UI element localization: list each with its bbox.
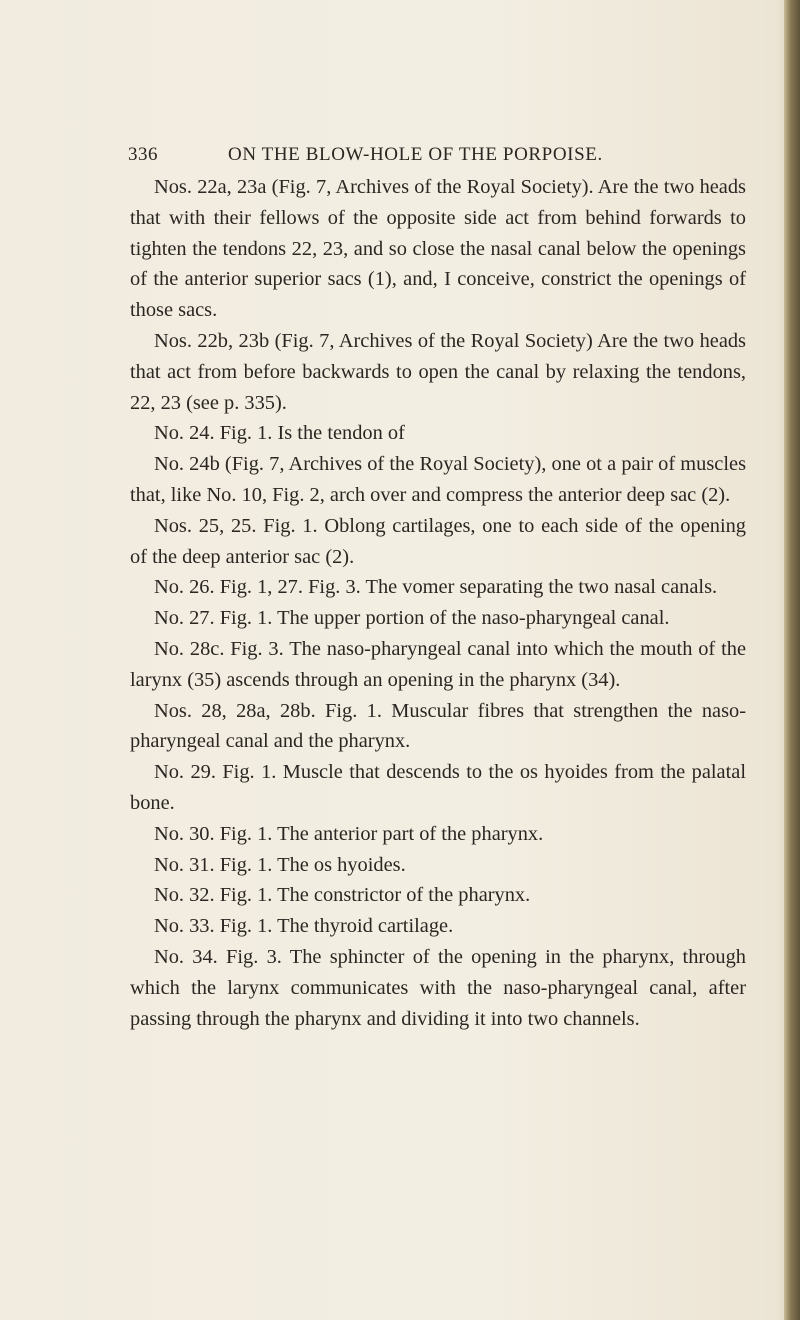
paragraph: Nos. 25, 25. Fig. 1. Oblong cartilages, one to each side of the opening of the deep anterior sac (2). bbox=[130, 514, 746, 568]
paragraph: No. 24. Fig. 1. Is the tendon of bbox=[154, 422, 405, 445]
page-edge bbox=[784, 0, 800, 1320]
paragraph: No. 29. Fig. 1. Muscle that descends to the os hyoides from the palatal bone. bbox=[130, 761, 746, 814]
paragraph: No. 28c. Fig. 3. The naso-pharyngeal canal into which the mouth of the larynx (35) ascends through an opening in the pharynx (34). bbox=[130, 637, 746, 691]
paragraph: No. 26. Fig. 1, 27. Fig. 3. The vomer separating the two nasal canals. bbox=[154, 576, 718, 599]
paragraph: No. 24b (Fig. 7, Archives of the Royal Society), one ot a pair of muscles that, like No. 10, Fig. 2, arch over and compress the anterior deep sac (2). bbox=[130, 453, 746, 506]
paragraph: Nos. 22b, 23b (Fig. 7, Archives of the Royal Society) Are the two heads that act from before backwards to open the canal by relaxing the tendons, 22, 23 (see p. 335). bbox=[130, 329, 746, 414]
page-number: 336 bbox=[128, 144, 158, 165]
body-text bbox=[130, 172, 746, 1034]
running-title: ON THE BLOW-HOLE OF THE PORPOISE. bbox=[228, 144, 603, 165]
paragraph: No. 32. Fig. 1. The constrictor of the pharynx. bbox=[154, 884, 531, 907]
paragraph: No. 31. Fig. 1. The os hyoides. bbox=[154, 853, 406, 876]
paragraph: Nos. 28, 28a, 28b. Fig. 1. Muscular fibres that strengthen the naso-pharyngeal canal and the pharynx. bbox=[130, 699, 746, 753]
paragraph: No. 27. Fig. 1. The upper portion of the naso-pharyngeal canal. bbox=[154, 607, 670, 630]
page-header bbox=[0, 144, 800, 168]
paragraph: No. 34. Fig. 3. The sphincter of the opening in the pharynx, through which the larynx communicates with the naso-pharyngeal canal, after passing through the pharynx and dividing it into two channels. bbox=[130, 945, 746, 1030]
paragraph: No. 30. Fig. 1. The anterior part of the pharynx. bbox=[154, 822, 544, 845]
paragraph: Nos. 22a, 23a (Fig. 7, Archives of the Royal Society). Are the two heads that with their fellows of the opposite side act from behind forwards to tighten the tendons 22, 23, and so close the nasal canal below the openings of the anterior superior sacs (1), and, I conceive, constrict the openings of those sacs. bbox=[130, 176, 746, 322]
paragraph: No. 33. Fig. 1. The thyroid cartilage. bbox=[154, 915, 454, 938]
